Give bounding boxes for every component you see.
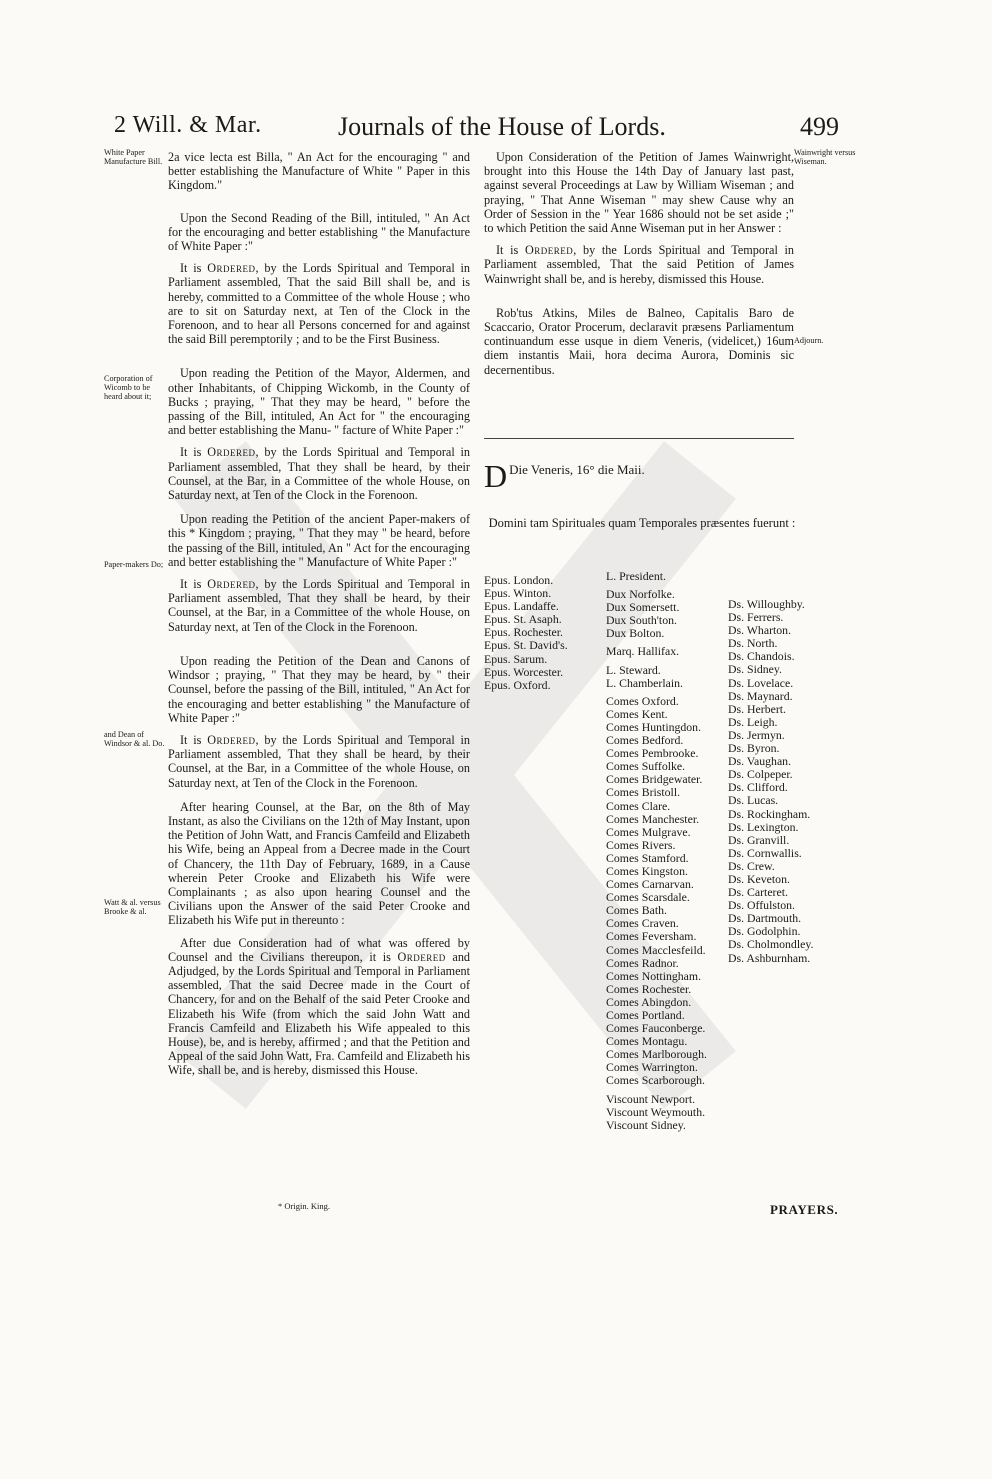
attendee-name: Ds. Granvill.	[728, 832, 790, 847]
journal-title: Journals of the House of Lords.	[338, 112, 666, 141]
attendee-name: Comes Rivers.	[606, 837, 676, 852]
attendee-name: Ds. Carteret.	[728, 885, 788, 900]
order-committee: It is Ordered, by the Lords Spiritual and Temporal in Parliament assembled, That the said Bill shall be, and is hereby, committed to a Committee of the whole House ; who are to sit on Saturday next, at Ten of the Clock in the Forenoon, and to hear all Persons concerned for and against the said Bill peremptorily ; and to be the First Business.	[168, 261, 471, 347]
date-heading-text: Die Veneris, 16° die Maii.	[509, 462, 645, 477]
attendee-name: Ds. Ferrers.	[728, 610, 784, 625]
attendee-name: Ds. Lexington.	[728, 819, 799, 834]
attendee-name: Ds. Godolphin.	[728, 924, 801, 939]
order-paper-makers: It is Ordered, by the Lords Spiritual and Temporal in Parliament assembled, That they shall be heard, by their Counsel, at the Bar, in a Committee of the whole House, on Saturday next, at Ten of the Clock in the Forenoon.	[168, 577, 471, 634]
attendee-name: Ds. Maynard.	[728, 688, 793, 703]
attendee-name: Comes Bath.	[606, 903, 667, 918]
order-wickomb: It is Ordered, by the Lords Spiritual and Temporal in Parliament assembled, That they shall be heard, by their Counsel, at the Bar, in a Committee of the whole House, on Saturday next, at Ten of the Clock in the Forenoon.	[168, 445, 471, 503]
petition-windsor: Upon reading the Petition of the Dean and Canons of Windsor ; praying, " That they may be heard, by " their Counsel, before the passing of the Bill, intituled, " An Act for the encouraging and better establishing " the Manufacture of White Paper :"	[168, 653, 470, 725]
attendee-name: Comes Scarborough.	[606, 1073, 705, 1088]
appeal-watt: After hearing Counsel, at the Bar, on the 8th of May Instant, as also the Civilians on the 12th of May Instant, upon the Petition of John Watt, and Francis Camfeild and Elizabeth his Wife, being an Appeal from a Decree made in the Court of Chancery, the 11th Day of February, 1689, in a Cause wherein Peter Crooke and Elizabeth his Wife were Complainants ; as also upon hearing Counsel and the Civilians upon the Answer of the said Peter Crooke and Elizabeth his Wife put in thereunto :	[168, 799, 470, 928]
margin-note-watt-brooke: Watt & al. versus Brooke & al.	[104, 898, 161, 916]
reign-heading: 2 Will. & Mar.	[114, 112, 262, 138]
margin-note-adjourn: Adjourn.	[794, 336, 824, 345]
attendee-name: Comes Craven.	[606, 916, 679, 931]
attendee-name: Comes Kingston.	[606, 863, 688, 878]
order-wainwright: It is Ordered, by the Lords Spiritual and Temporal in Parliament assembled, That the said Petition of James Wainwright shall be, and is hereby, dismissed this House.	[484, 243, 794, 286]
attendee-name: Comes Bedford.	[606, 733, 684, 748]
attendee-name: Comes Bridgewater.	[606, 772, 703, 787]
attendee-name: Comes Bristoll.	[606, 785, 681, 800]
attendee-name: Comes Fauconberge.	[606, 1021, 706, 1036]
attendee-name: Ds. Wharton.	[728, 623, 792, 638]
date-heading	[484, 458, 804, 494]
margin-note-white-paper: White Paper Manufacture Bill.	[104, 148, 163, 166]
attendance-heading: Domini tam Spirituales quam Temporales præsentes fuerunt :	[488, 516, 796, 530]
attendee-name: Ds. Cornwallis.	[728, 845, 802, 860]
attendee-name: Comes Huntingdon.	[606, 719, 702, 734]
attendee-name: Ds. Chandois.	[728, 649, 795, 664]
attendee-name: Epus. Winton.	[484, 586, 552, 601]
attendee-name: Ds. Vaughan.	[728, 754, 792, 769]
peers-list-2	[728, 598, 813, 965]
attendee-name: Marq. Hallifax.	[606, 644, 680, 659]
adjournment-entry: Rob'tus Atkins, Miles de Balneo, Capitalis Baro de Scaccario, Orator Procerum, declaravit præsens Parliamentum continuandum esse usque in diem Veneris, (videlicet,) 16um diem instantis Maii, hora decima Aurora, Dominis sic decernentibus.	[484, 305, 794, 377]
attendee-name: Ds. Colpeper.	[728, 767, 793, 782]
bill-reading-paragraph: Upon the Second Reading of the Bill, intituled, " An Act for the encouraging and better establishing " the Manufacture of White Paper :"	[168, 210, 470, 254]
attendee-name: L. Chamberlain.	[606, 675, 683, 690]
attendee-name: Comes Carnarvan.	[606, 877, 694, 892]
attendee-name: Epus. Worcester.	[484, 664, 564, 679]
attendee-name: Ds. Lucas.	[728, 793, 779, 808]
attendee-name: Dux Somersett.	[606, 600, 680, 615]
attendee-name: Epus. Oxford.	[484, 677, 551, 692]
attendee-name: Epus. St. David's.	[484, 638, 568, 653]
left-column	[168, 150, 470, 1078]
margin-note-wicomb: Corporation of Wicomb to be heard about it;	[104, 374, 153, 401]
right-column	[484, 150, 794, 385]
attendee-name: Comes Scarsdale.	[606, 890, 690, 905]
attendee-name: Comes Radnor.	[606, 955, 679, 970]
attendee-name: Ds. Keveton.	[728, 871, 790, 886]
attendee-name: Epus. Sarum.	[484, 651, 548, 666]
petition-wickomb: Upon reading the Petition of the Mayor, Aldermen, and other Inhabitants, of Chipping Wickomb, in the County of Bucks ; praying, " That they may be heard, " before the passing of the Bill, intituled, An Act for " the encouraging and better establishing the Manu- " facture of White Paper :"	[168, 366, 470, 438]
attendee-name: Comes Nottingham.	[606, 968, 702, 983]
margin-note-windsor: and Dean of Windsor & al. Do.	[104, 730, 165, 748]
bill-second-reading: 2a vice lecta est Billa, " An Act for the encouraging " and better establishing the Manufacture of White " Paper in this Kingdom."	[168, 150, 470, 193]
attendee-name: Ds. North.	[728, 636, 778, 651]
attendee-name: Ds. Offulston.	[728, 898, 795, 913]
attendee-name: Ds. Jermyn.	[728, 727, 785, 742]
attendee-name: Ds. Leigh.	[728, 714, 778, 729]
margin-note-paper-makers: Paper-makers Do;	[104, 560, 164, 569]
drop-cap: D	[484, 458, 508, 494]
attendee-name: Comes Warrington.	[606, 1060, 698, 1075]
section-divider	[484, 438, 794, 439]
attendee-name: Comes Feversham.	[606, 929, 697, 944]
margin-note-wainwright: Wainwright versus Wiseman.	[794, 148, 856, 166]
attendee-name: Viscount Newport.	[606, 1091, 696, 1106]
attendee-name: Epus. Landaffe.	[484, 599, 559, 614]
order-watt: After due Consideration had of what was offered by Counsel and the Civilians thereupon, it is Ordered and Adjudged, by the Lords Spiritual and Temporal in Parliament assembled, That the said Decree made in the Court of Chancery, for and on the Behalf of the said Peter Crooke and Elizabeth his Wife (from which the said John Watt and Francis Camfeild and Elizabeth his Wife appealed to this House), be, and is hereby, affirmed ; and that the Petition and Appeal of the said John Watt, Fra. Camfeild and Elizabeth his Wife, shall be, and is hereby, dismissed this House.	[168, 935, 471, 1078]
catchword: PRAYERS.	[770, 1202, 839, 1217]
attendee-name: Comes Marlborough.	[606, 1047, 707, 1062]
attendee-name: Ds. Sidney.	[728, 662, 782, 677]
attendee-name: Comes Macclesfeild.	[606, 942, 706, 957]
page-number: 499	[800, 112, 839, 141]
attendee-name: Ds. Herbert.	[728, 701, 786, 716]
attendee-name: Comes Abingdon.	[606, 994, 692, 1009]
petition-paper-makers: Upon reading the Petition of the ancient Paper-makers of this * Kingdom ; praying, " That they may " be heard, before the passing of the Bill, intituled, An " Act for the encouraging and better establishing the " Manufacture of White Paper :"	[168, 512, 470, 569]
attendee-name: Epus. London.	[484, 573, 554, 587]
order-windsor: It is Ordered, by the Lords Spiritual and Temporal in Parliament assembled, That they shall be heard, by their Counsel, at the Bar, in a Committee of the whole House, on Saturday next, at Ten of the Clock in the Forenoon.	[168, 732, 471, 790]
attendee-name: Ds. Byron.	[728, 741, 780, 756]
attendee-name: Comes Montagu.	[606, 1034, 688, 1049]
attendee-name: Epus. St. Asaph.	[484, 612, 562, 627]
attendee-name: Comes Mulgrave.	[606, 824, 691, 839]
left-margin-notes	[104, 0, 168, 1479]
attendee-name: L. President.	[606, 569, 666, 583]
attendee-name: Dux South'ton.	[606, 613, 677, 628]
attendee-name: Dux Norfolke.	[606, 587, 675, 602]
attendee-name: Ds. Willoughby.	[728, 597, 805, 611]
attendee-name: Comes Pembrooke.	[606, 746, 699, 761]
attendee-name: Comes Portland.	[606, 1008, 685, 1022]
attendee-name: Ds. Lovelace.	[728, 675, 794, 690]
attendee-name: Ds. Crew.	[728, 858, 775, 873]
attendee-name: Comes Stamford.	[606, 850, 689, 865]
attendee-name: Viscount Weymouth.	[606, 1104, 706, 1119]
attendee-name: Comes Kent.	[606, 706, 668, 721]
attendee-name: Epus. Rochester.	[484, 625, 563, 640]
attendee-name: Ds. Dartmouth.	[728, 911, 802, 926]
attendee-name: Comes Oxford.	[606, 693, 679, 708]
attendee-name: Viscount Sidney.	[606, 1117, 686, 1132]
attendee-name: Comes Rochester.	[606, 981, 692, 996]
attendee-name: Dux Bolton.	[606, 626, 665, 641]
attendee-name: Ds. Rockingham.	[728, 806, 811, 821]
attendee-name: Comes Manchester.	[606, 811, 700, 826]
attendee-name: Comes Suffolke.	[606, 759, 686, 774]
petition-wainwright: Upon Consideration of the Petition of James Wainwright, brought into this House the 14th Day of January last past, against several Proceedings at Law by William Wiseman ; and praying, " That Anne Wiseman " may shew Cause why an Order of Session in the " Year 1686 should not be set aside ;" to which Petition the said Anne Wiseman put in her Answer :	[484, 150, 794, 236]
attendee-name: Ds. Ashburnham.	[728, 950, 811, 965]
attendee-name: Comes Clare.	[606, 798, 671, 813]
attendee-name: Ds. Cholmondley.	[728, 937, 814, 952]
attendee-name: L. Steward.	[606, 662, 661, 677]
footnote: * Origin. King.	[278, 1201, 330, 1211]
attendee-name: Ds. Clifford.	[728, 780, 788, 795]
bishops-list	[484, 574, 568, 692]
peers-list-1	[606, 570, 707, 1132]
